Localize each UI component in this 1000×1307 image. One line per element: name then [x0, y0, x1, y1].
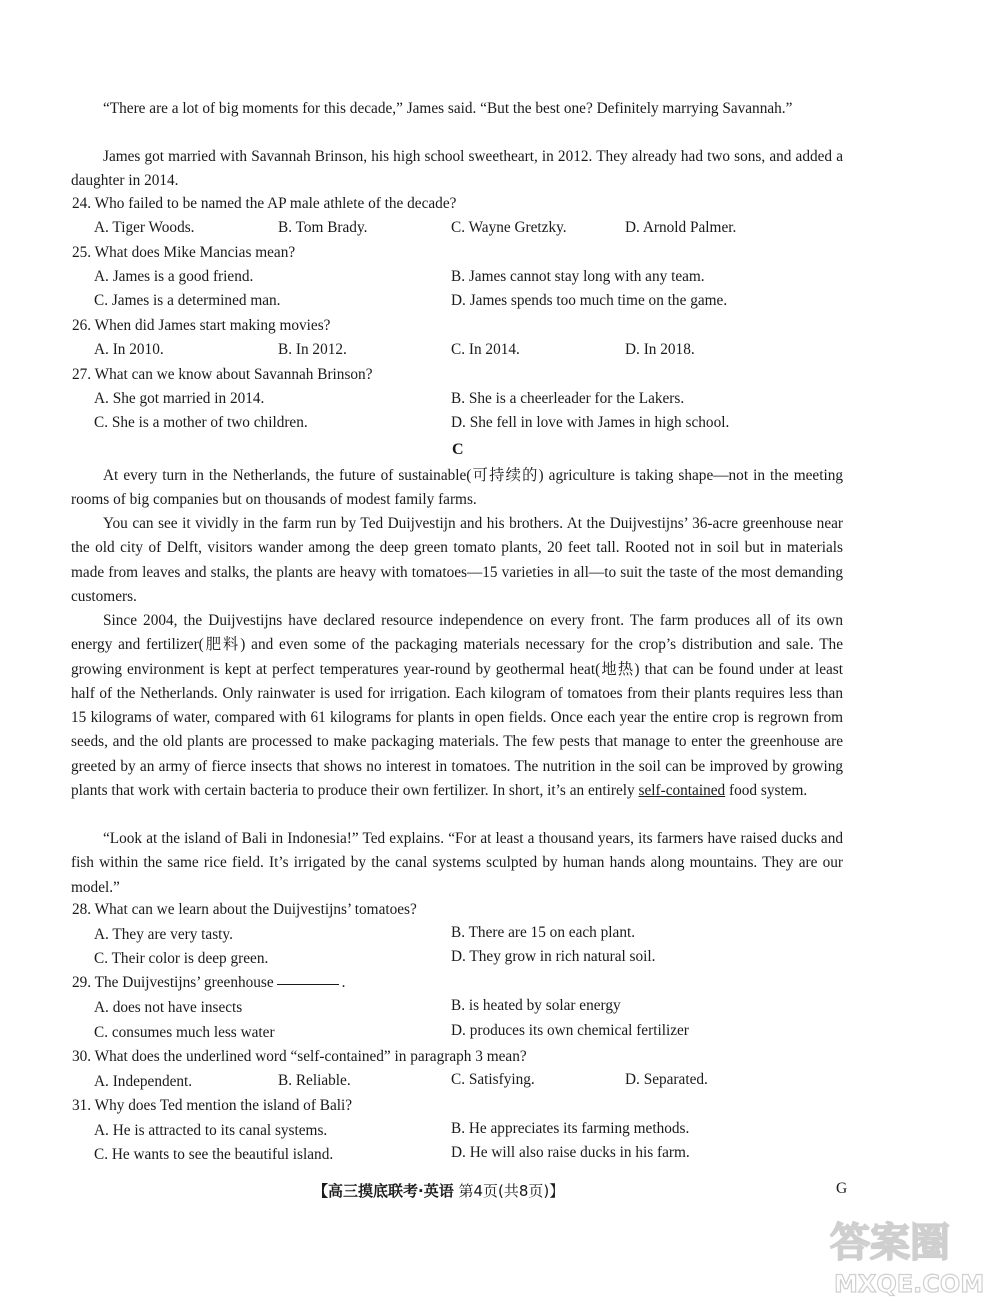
answer-blank [277, 983, 339, 985]
question-28-option-c[interactable]: C. Their color is deep green. [94, 950, 269, 967]
underlined-word-self-contained: self-contained [638, 782, 726, 800]
question-25-option-d[interactable]: D. James spends too much time on the game. [451, 292, 728, 309]
section-c-heading: C [452, 441, 464, 458]
question-29-option-a[interactable]: A. does not have insects [94, 999, 243, 1016]
page-number: 第4页(共8页)】 [458, 1182, 565, 1200]
watermark-logo [822, 1208, 988, 1300]
question-31-option-c[interactable]: C. He wants to see the beautiful island. [94, 1146, 334, 1163]
question-30-option-c[interactable]: C. Satisfying. [451, 1071, 535, 1088]
paragraph-3-ending: food system. [725, 782, 808, 800]
exam-title: 【高三摸底联考·英语 [313, 1182, 454, 1200]
question-26-stem: 26. When did James start making movies? [72, 317, 331, 334]
question-24-option-b[interactable]: B. Tom Brady. [278, 219, 368, 236]
question-25-option-c[interactable]: C. James is a determined man. [94, 292, 281, 309]
question-29-option-b[interactable]: B. is heated by solar energy [451, 997, 621, 1014]
question-28-option-a[interactable]: A. They are very tasty. [94, 926, 233, 943]
question-27-option-b[interactable]: B. She is a cheerleader for the Lakers. [451, 390, 685, 407]
question-24-option-d[interactable]: D. Arnold Palmer. [625, 219, 737, 236]
page-footer [313, 1180, 564, 1201]
question-26-option-d[interactable]: D. In 2018. [625, 341, 695, 358]
question-31-option-d[interactable]: D. He will also raise ducks in his farm. [451, 1144, 690, 1161]
question-28-option-d[interactable]: D. They grow in rich natural soil. [451, 948, 656, 965]
watermark-title: 答案圈 [830, 1220, 950, 1266]
passage-c-paragraph-3 [71, 609, 843, 803]
grade-letter: G [836, 1180, 848, 1197]
question-29-option-d[interactable]: D. produces its own chemical fertilizer [451, 1022, 689, 1039]
question-24-option-a[interactable]: A. Tiger Woods. [94, 219, 195, 236]
question-26-option-a[interactable]: A. In 2010. [94, 341, 164, 358]
question-27-option-a[interactable]: A. She got married in 2014. [94, 390, 265, 407]
question-31-option-a[interactable]: A. He is attracted to its canal systems. [94, 1122, 328, 1139]
question-25-option-a[interactable]: A. James is a good friend. [94, 268, 254, 285]
question-30-stem: 30. What does the underlined word “self-contained” in paragraph 3 mean? [72, 1048, 527, 1065]
passage-b-paragraph-2: James got married with Savannah Brinson, his high school sweetheart, in 2012. They already had two sons, and added a daughter in 2014. [71, 148, 843, 190]
question-30-option-a[interactable]: A. Independent. [94, 1073, 193, 1090]
question-28-stem: 28. What can we learn about the Duijvestijns’ tomatoes? [72, 901, 417, 918]
question-29-option-c[interactable]: C. consumes much less water [94, 1024, 275, 1041]
question-29-stem-period: . [341, 974, 346, 991]
question-31-stem: 31. Why does Ted mention the island of Bali? [72, 1097, 353, 1114]
question-25-stem: 25. What does Mike Mancias mean? [72, 244, 296, 261]
question-29-stem [72, 974, 345, 992]
question-26-option-c[interactable]: C. In 2014. [451, 341, 520, 358]
question-26-option-b[interactable]: B. In 2012. [278, 341, 347, 358]
passage-c-paragraph-1: At every turn in the Netherlands, the future of sustainable(可持续的) agriculture is taking shape—not in the meeting rooms of big companies but on thousands of modest family farms. [71, 467, 843, 509]
question-29-stem-text: 29. The Duijvestijns’ greenhouse [72, 974, 274, 991]
question-24-stem: 24. Who failed to be named the AP male athlete of the decade? [72, 195, 457, 212]
question-28-option-b[interactable]: B. There are 15 on each plant. [451, 924, 636, 941]
question-27-stem: 27. What can we know about Savannah Brinson? [72, 366, 373, 383]
question-25-option-b[interactable]: B. James cannot stay long with any team. [451, 268, 705, 285]
passage-c-paragraph-2: You can see it vividly in the farm run by Ted Duijvestijn and his brothers. At the Duijvestijns’ 36-acre greenhouse near the old city of Delft, visitors wander among the deep green tomato plants, 20 feet tall. Rooted not in soil but in materials made from leaves and stalks, the plants are heavy with tomatoes—15 varieties in all—to suit the taste of the most demanding customers. [71, 515, 843, 605]
question-27-option-d[interactable]: D. She fell in love with James in high school. [451, 414, 730, 431]
paragraph-3-text: Since 2004, the Duijvestijns have declared resource independence on every front. The farm produces all of its own energy and fertilizer(肥料) and even some of the packaging materials necessary for the crop’s distribution and sale. The growing environment is kept at perfect temperatures year-round by geothermal heat(地热) that can be found under at least half of the Netherlands. Only rainwater is used for irrigation. Each kilogram of tomatoes from their plants requires less than 15 kilograms of water, compared with 61 kilograms for plants in open fields. Once each year the entire crop is regrown from seeds, and the old plants are processed to make packaging materials. The few pests that manage to enter the greenhouse are greeted by an army of fierce insects that shows no interest in tomatoes. The nutrition in the soil can be improved by growing plants that work with certain bacteria to produce their own fertilizer. In short, it’s an entirely [71, 612, 843, 800]
question-31-option-b[interactable]: B. He appreciates its farming methods. [451, 1120, 690, 1137]
question-30-option-d[interactable]: D. Separated. [625, 1071, 708, 1088]
passage-c-paragraph-4: “Look at the island of Bali in Indonesia!” Ted explains. “For at least a thousand years, its farmers have raised ducks and fish within the same rice field. It’s irrigated by the canal systems sculpted by human hands along mountains. They are our model.” [71, 830, 843, 896]
passage-b-paragraph-1: “There are a lot of big moments for this decade,” James said. “But the best one? Definitely marrying Savannah.” [103, 100, 793, 117]
watermark-url: MXQE.COM [834, 1270, 985, 1298]
question-30-option-b[interactable]: B. Reliable. [278, 1072, 351, 1089]
question-24-option-c[interactable]: C. Wayne Gretzky. [451, 219, 567, 236]
question-27-option-c[interactable]: C. She is a mother of two children. [94, 414, 308, 431]
